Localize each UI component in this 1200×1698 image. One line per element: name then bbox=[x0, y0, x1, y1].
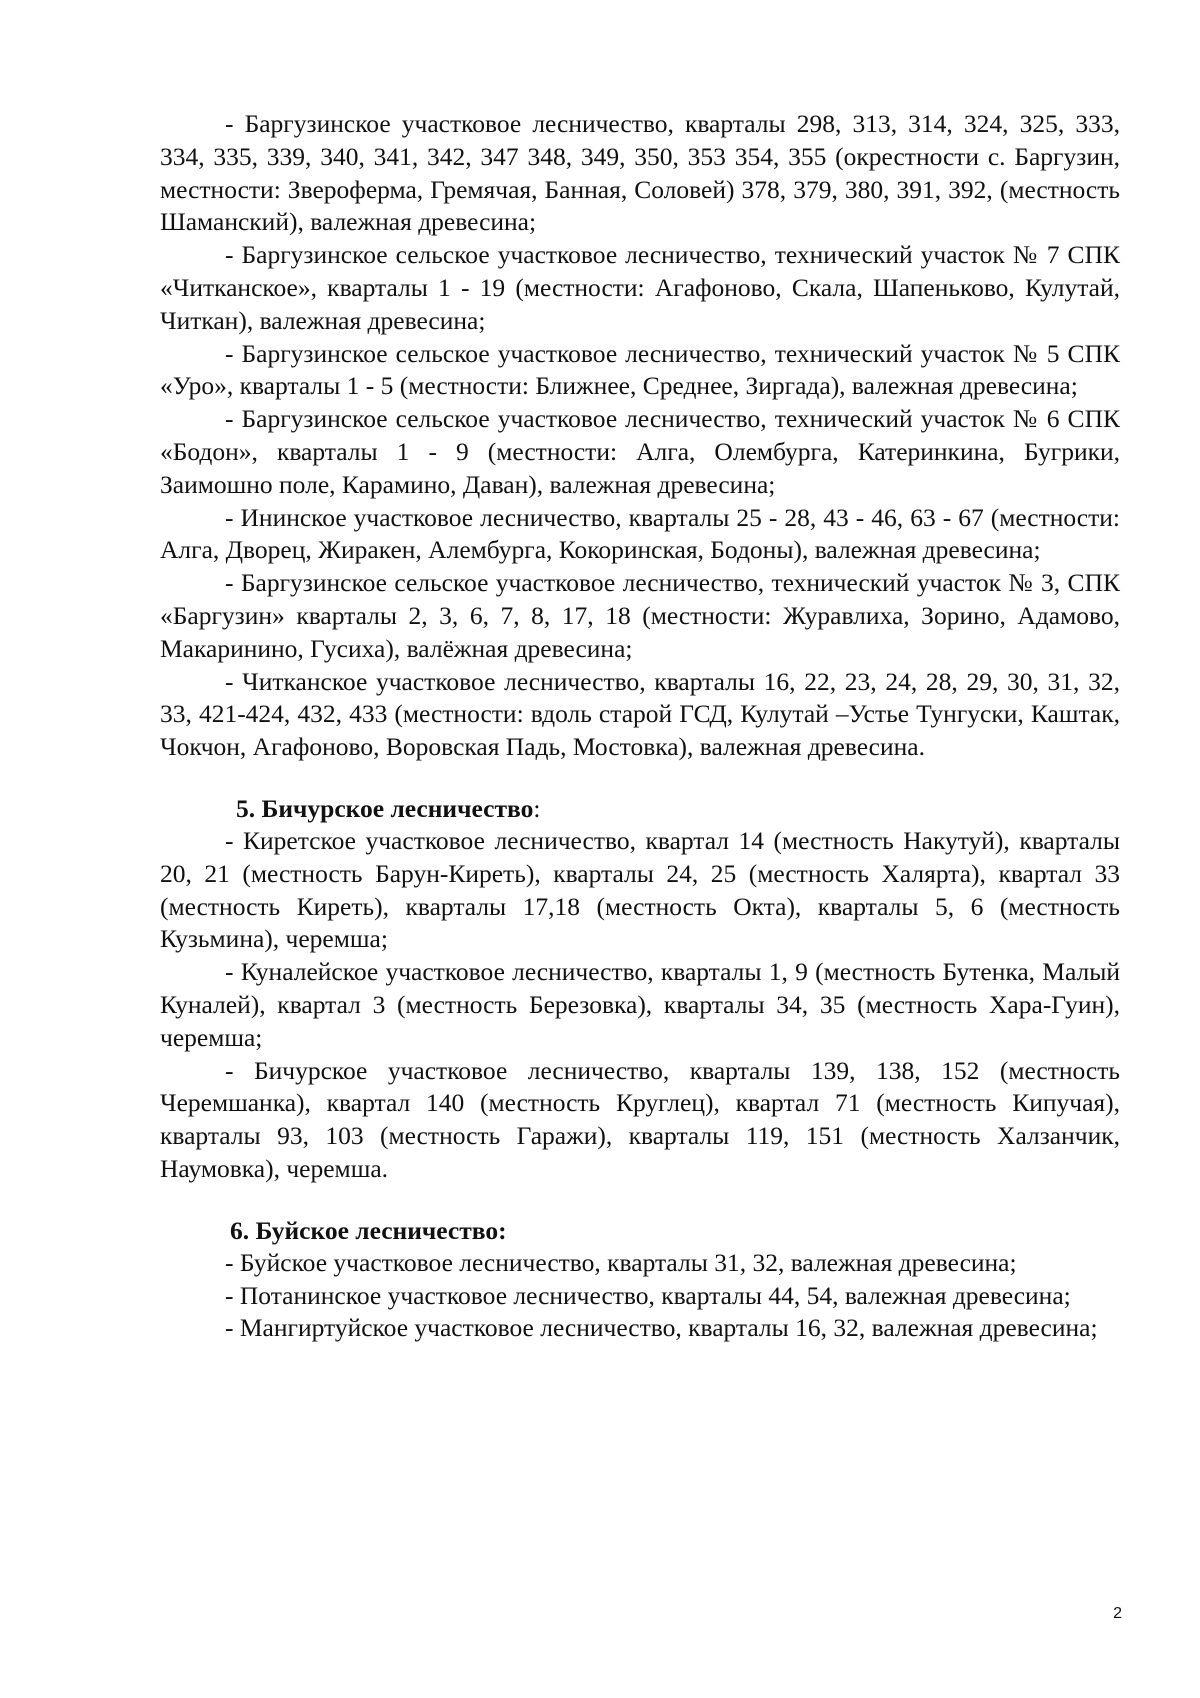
section-5-number: 5. bbox=[236, 793, 256, 823]
list-item: - Баргузинское участковое лесничество, кварталы 298, 313, 314, 324, 325, 333, 334, 335, 339, 340, 341, 342, 347 348, 349, 350, 353 354, 355 (окрестности с. Баргузин, местности: Звероферма, Гремячая, Банная, Соловей) 378, 379, 380, 391, 392, (местность Шаманский), валежная древесина; bbox=[160, 109, 1120, 237]
list-item: - Потанинское участковое лесничество, кварталы 44, 54, валежная древесина; bbox=[225, 1280, 1071, 1310]
section-6-title: Буйское лесничество: bbox=[255, 1215, 507, 1245]
list-item: - Баргузинское сельское участковое лесничество, технический участок № 6 СПК «Бодон», кварталы 1 - 9 (местности: Алга, Олембурга, Катеринкина, Бугрики, Заимошно поле, Карамино, Даван), валежная древесина; bbox=[160, 404, 1120, 499]
section-5-colon: : bbox=[533, 793, 541, 823]
document-page bbox=[160, 108, 1120, 1345]
section-5-title: Бичурское лесничество bbox=[261, 793, 534, 823]
list-item: - Буйское участковое лесничество, кварталы 31, 32, валежная древесина; bbox=[225, 1247, 1017, 1277]
section-6-heading bbox=[160, 1214, 1120, 1247]
section-5-heading bbox=[160, 792, 1120, 825]
list-item: - Баргузинское сельское участковое лесничество, технический участок № 3, СПК «Баргузин» кварталы 2, 3, 6, 7, 8, 17, 18 (местности: Журавлиха, Зорино, Адамово, Макаринино, Гусиха), валёжная древесина; bbox=[160, 568, 1120, 663]
page-number: 2 bbox=[1113, 1605, 1122, 1622]
list-item: - Куналейское участковое лесничество, кварталы 1, 9 (местность Бутенка, Малый Куналей), квартал 3 (местность Березовка), кварталы 34, 35 (местность Хара-Гуин), черемша; bbox=[160, 957, 1120, 1052]
list-item: - Читканское участковое лесничество, кварталы 16, 22, 23, 24, 28, 29, 30, 31, 32, 33, 421-424, 432, 433 (местности: вдоль старой ГСД, Кулутай –Устье Тунгуски, Каштак, Чокчон, Агафоново, Воровская Падь, Мостовка), валежная древесина. bbox=[160, 666, 1120, 762]
list-item: - Бичурское участковое лесничество, кварталы 139, 138, 152 (местность Черемшанка), квартал 140 (местность Круглец), квартал 71 (местность Кипучая), кварталы 93, 103 (местность Гаражи), кварталы 119, 151 (местность Халзанчик, Наумовка), черемша. bbox=[160, 1055, 1120, 1183]
section-6-number: 6. bbox=[230, 1215, 250, 1245]
list-item: - Киретское участковое лесничество, квартал 14 (местность Накутуй), кварталы 20, 21 (местность Барун-Киреть), кварталы 24, 25 (местность Халярта), квартал 33 (местность Киреть), кварталы 17,18 (местность Окта), кварталы 5, 6 (местность Кузьмина), черемша; bbox=[160, 825, 1120, 954]
list-item: - Ининское участковое лесничество, кварталы 25 - 28, 43 - 46, 63 - 67 (местности: Алга, Дворец, Жиракен, Алембурга, Кокоринская, Бодоны), валежная древесина; bbox=[160, 502, 1120, 565]
list-item: - Баргузинское сельское участковое лесничество, технический участок № 5 СПК «Уро», кварталы 1 - 5 (местности: Ближнее, Среднее, Зиргада), валежная древесина; bbox=[160, 338, 1120, 401]
list-item: - Баргузинское сельское участковое лесничество, технический участок № 7 СПК «Читканское», кварталы 1 - 19 (местности: Агафоново, Скала, Шапеньково, Кулутай, Читкан), валежная древесина; bbox=[160, 240, 1120, 335]
list-item: - Мангиртуйское участковое лесничество, кварталы 16, 32, валежная древесина; bbox=[225, 1313, 1098, 1343]
